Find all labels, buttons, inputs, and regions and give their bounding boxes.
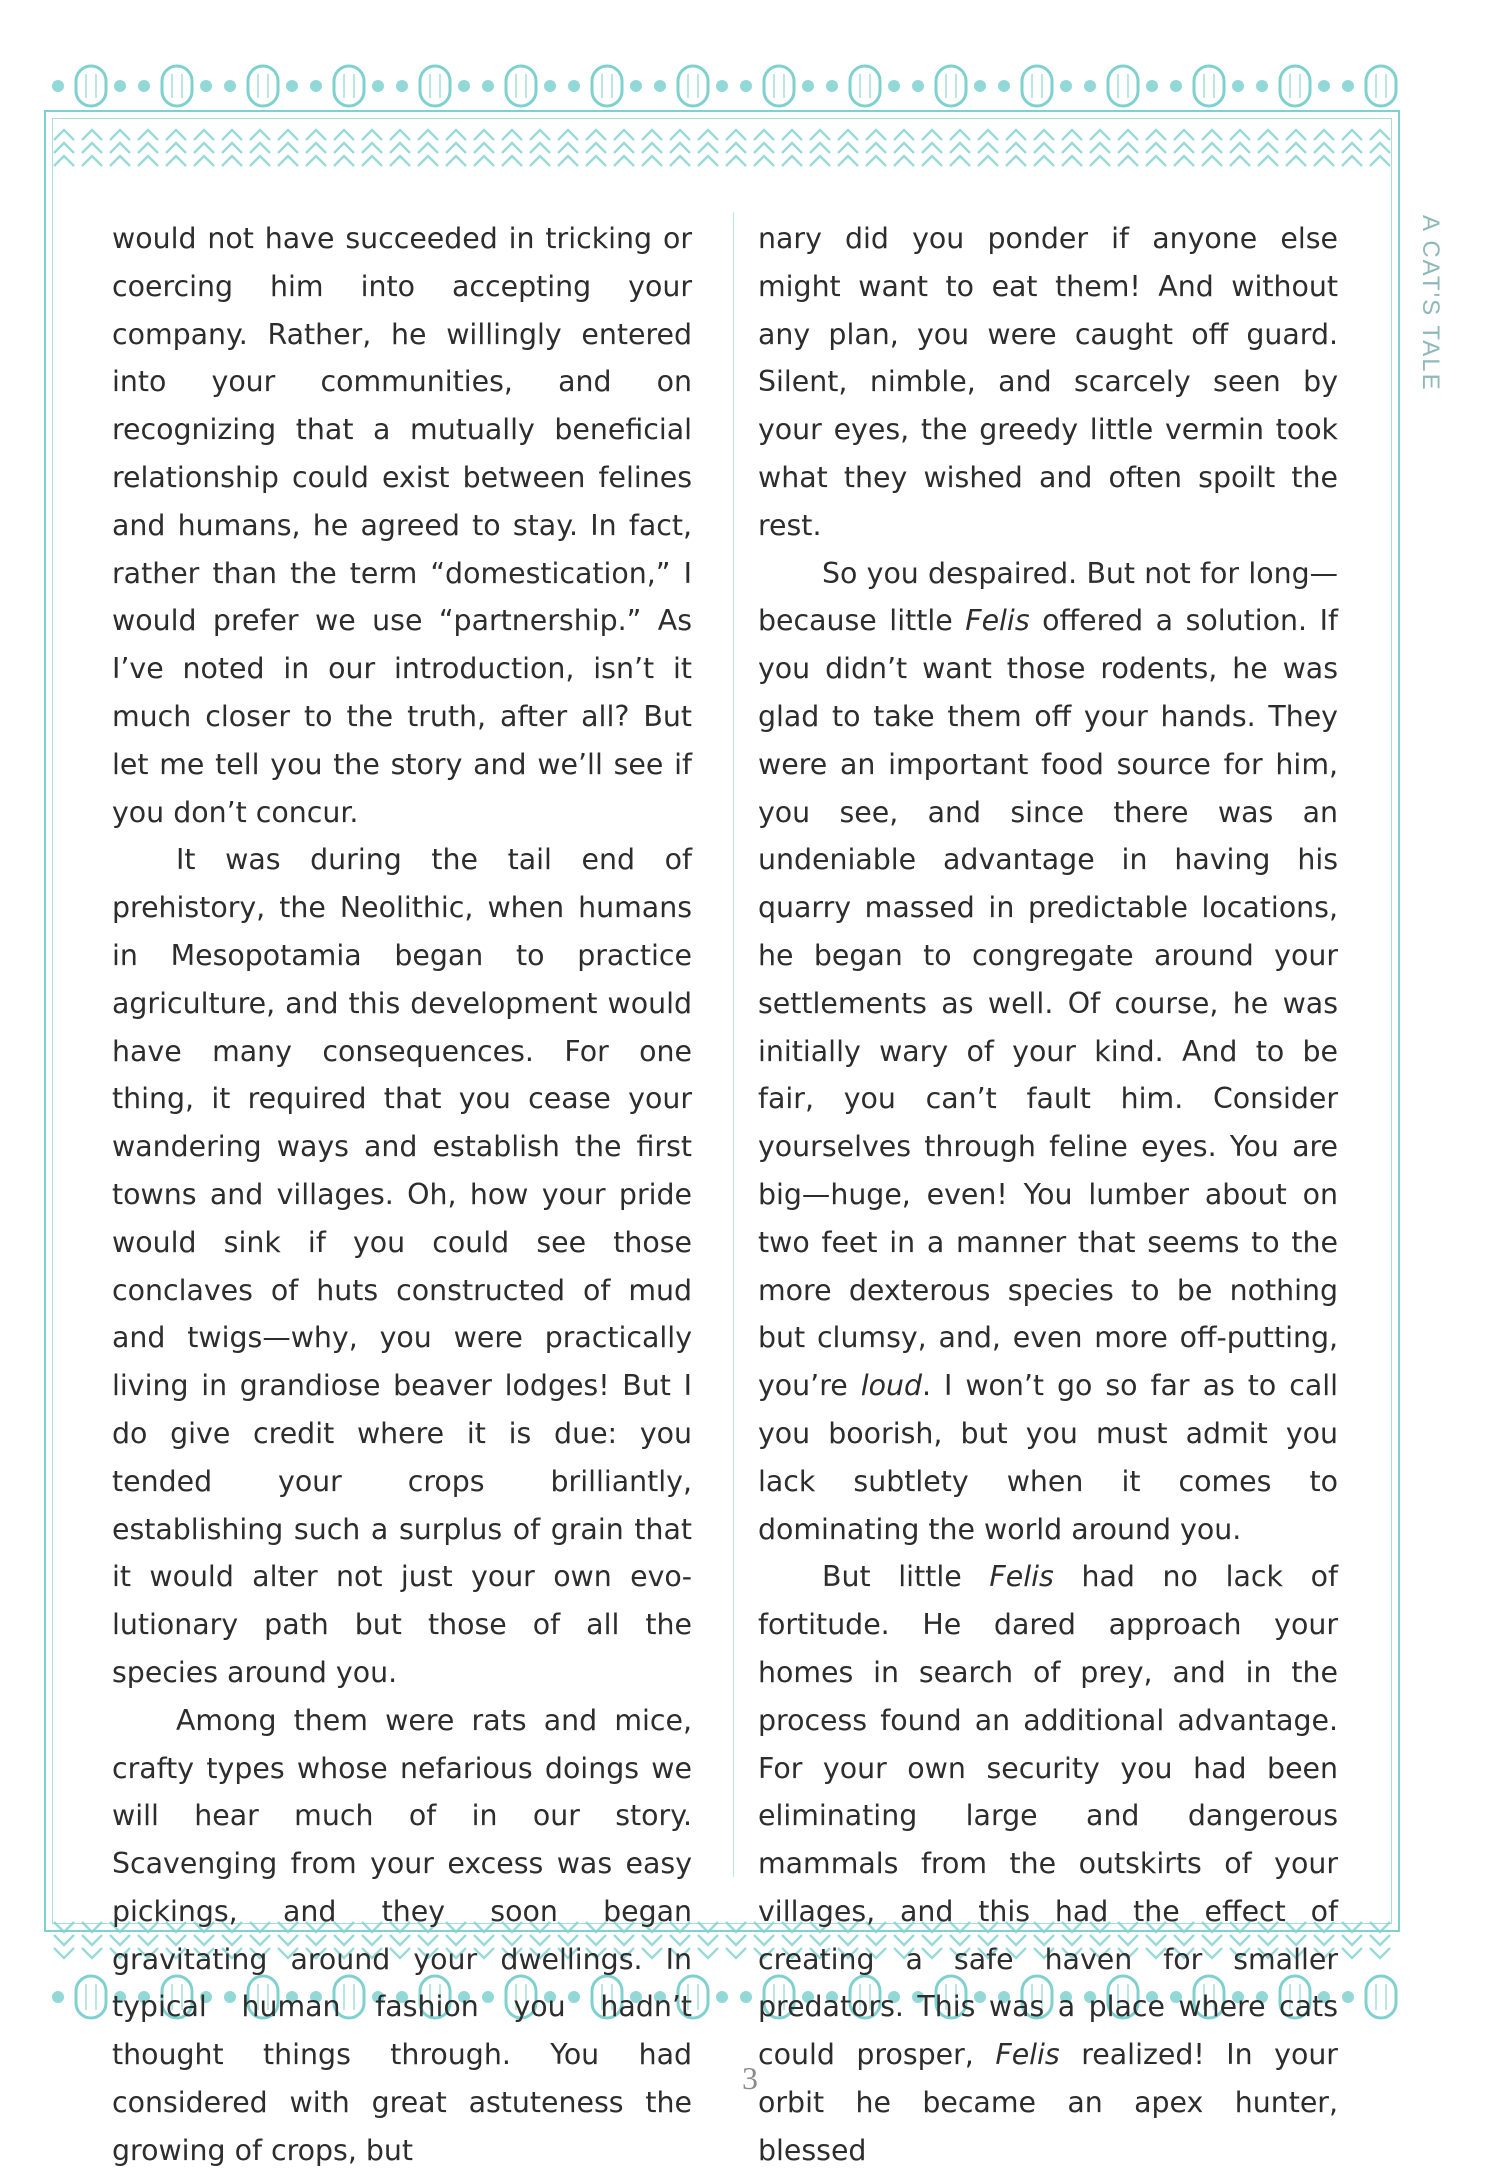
paragraph — [758, 550, 1338, 1554]
oval-dot-pattern — [44, 58, 1400, 114]
top-oval-border-ornament — [44, 58, 1400, 114]
text-run: . I won’t go so far as to call you boorish, but you must admit you lack subtlety when it comes to dominating the world around you. — [758, 1369, 1338, 1546]
page-number: 3 — [742, 2060, 758, 2096]
text-run: had no lack of fortitude. He dared approach your homes in search of prey, and in the process found an additional advantage. For your own security you had been eliminating large and dangerous mammals from the outskirts of your villages, and this had the effect of creating a safe haven for smaller predators. This was a place where cats could prosper, — [758, 1560, 1339, 2072]
text-run: But little — [822, 1560, 990, 1594]
paragraph: would not have succeeded in tricking or coercing him into accepting your company. Rather, he willingly entered into your communities, and on recognizing that a mutually beneficial relationship could exist between felines and humans, he agreed to stay. In fact, rather than the term “domestication,” I would prefer we use “partnership.” As I’ve noted in our introduction, isn’t it much closer to the truth, after all? But let me tell you the story and we’ll see if you don’t concur. — [112, 222, 692, 829]
italic-term: Felis — [995, 2038, 1060, 2072]
italic-term: Felis — [965, 604, 1030, 638]
chevron-pattern — [44, 120, 1400, 180]
paragraph: Among them were rats and mice, crafty types whose nefarious doings we will hear much of in our story. Scavenging from your excess was easy pickings, and they soon began gravitating around your dwellings. In typical human fashion you hadn’t thought things through. You had considered with great astuteness the growing of crops, but — [112, 1703, 692, 2167]
paragraph — [758, 1553, 1338, 2174]
text-run: realized! In your orbit he became an apex hunter, blessed — [758, 2038, 1338, 2167]
italic-term: loud — [860, 1369, 922, 1403]
paragraph: nary did you ponder if anyone else might want to eat them! And without any plan, you were caught off guard. Silent, nimble, and scarcely seen by your eyes, the greedy little vermin took what they wished and often spoilt the rest. — [758, 222, 1338, 542]
running-head-text: A CAT'S TALE — [1417, 215, 1444, 392]
paragraph: It was during the tail end of prehistory, the Neolithic, when humans in Mesopotamia began to practice agriculture, and this development would have many consequences. For one thing, it required that you cease your wandering ways and establish the first towns and villages. Oh, how your pride would sink if you could see those conclaves of huts constructed of mud and twigs—why, you were practically living in grandiose beaver lodges! But I do give credit where it is due: you tended your crops brilliantly, establishing such a surplus of grain that it would alter not just your own evolutionary path but those of all the species around you. — [112, 843, 692, 1689]
top-chevron-border-ornament — [44, 120, 1400, 180]
left-text-column — [112, 215, 692, 2175]
right-text-column — [758, 215, 1338, 2175]
italic-term: Felis — [989, 1560, 1054, 1594]
column-divider — [733, 212, 734, 1877]
text-run: So you despaired. But not for long—because little — [758, 556, 1338, 638]
running-head — [1404, 215, 1484, 435]
text-run: offered a solution. If you didn’t want those rodents, he was glad to take them off your hands. They were an important food source for him, you see, and since there was an undeniable advantage in having his quarry massed in predictable locations, he began to congregate around your settlements as well. Of course, he was initially wary of your kind. And to be fair, you can’t fault him. Consider yourselves through feline eyes. You are big—huge, even! You lumber about on two feet in a manner that seems to the more dexterous species to be nothing but clumsy, and, even more off-putting, you’re — [758, 604, 1338, 1403]
